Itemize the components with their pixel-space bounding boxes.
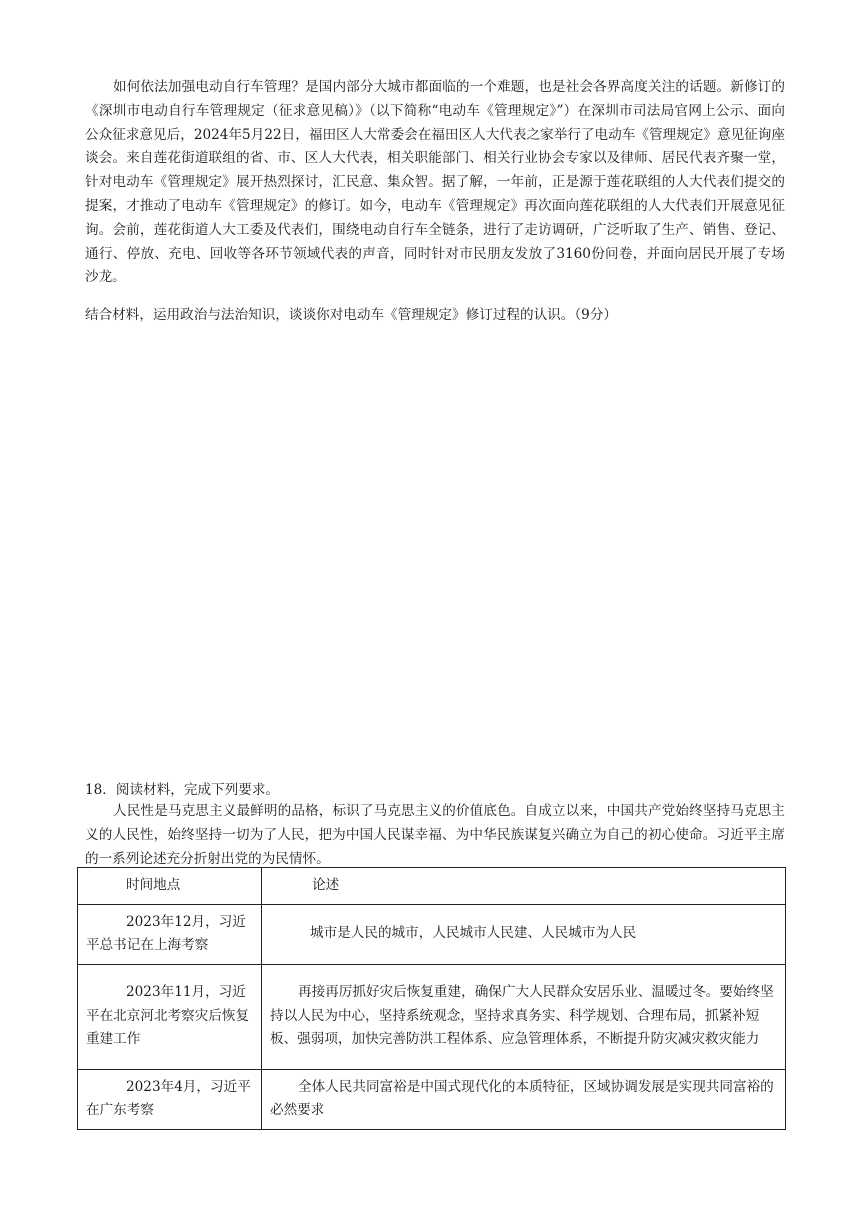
header-time-place: 时间地点: [78, 868, 262, 905]
table-row: [78, 904, 786, 964]
question-18-title: 18．阅读材料，完成下列要求。: [85, 782, 280, 798]
question-17-material: 如何依法加强电动自行车管理？是国内部分大城市都面临的一个难题，也是社会各界高度关注的话题。新修订的《深圳市电动自行车管理规定（征求意见稿）》（以下简称“电动车《管理规定》”）在深圳市司法局官网上公示、面向公众征求意见后，2024年5月22日，福田区人大常委会在福田区人大代表之家举行了电动车《管理规定》意见征询座谈会。来自莲花街道联组的省、市、区人大代表，相关职能部门、相关行业协会专家以及律师、居民代表齐聚一堂，针对电动车《管理规定》展开热烈探讨，汇民意、集众智。据了解，一年前，正是源于莲花联组的人大代表们提交的提案，才推动了电动车《管理规定》的修订。如今，电动车《管理规定》再次面向莲花联组的人大代表们开展意见征询。会前，莲花街道人大工委及代表们，围绕电动自行车全链条，进行了走访调研，广泛听取了生产、销售、登记、通行、停放、充电、回收等各环节领域代表的声音，同时针对市民朋友发放了3160份问卷，并面向居民开展了专场沙龙。: [85, 79, 785, 286]
row-statement: 城市是人民的城市，人民城市人民建、人民城市为人民: [262, 904, 786, 964]
table-row: [78, 964, 786, 1069]
table-header-row: [78, 868, 786, 905]
header-statement: 论述: [262, 868, 786, 905]
row-time-place: 2023年11月，习近平在北京河北考察灾后恢复重建工作: [78, 964, 262, 1069]
question-18-material: 人民性是马克思主义最鲜明的品格，标识了马克思主义的价值底色。自成立以来，中国共产党始终坚持马克思主义的人民性，始终坚持一切为了人民，把为中国人民谋幸福、为中华民族谋复兴确立为自己的初心使命。习近平主席的一系列论述充分折射出党的为民情怀。: [85, 803, 785, 867]
quotes-table: [77, 867, 786, 1130]
row-time-place: 2023年12月，习近平总书记在上海考察: [78, 904, 262, 964]
question-17-prompt: 结合材料，运用政治与法治知识，谈谈你对电动车《管理规定》修订过程的认识。（9分）: [85, 307, 618, 323]
row-statement: 再接再厉抓好灾后恢复重建，确保广大人民群众安居乐业、温暖过冬。要始终坚持以人民为中心，坚持系统观念，坚持求真务实、科学规划、合理布局，抓紧补短板、强弱项，加快完善防洪工程体系、应急管理体系，不断提升防灾减灾救灾能力: [262, 964, 786, 1069]
row-time-place: 2023年4月，习近平在广东考察: [78, 1069, 262, 1129]
table-row: [78, 1069, 786, 1129]
row-statement: 全体人民共同富裕是中国式现代化的本质特征，区域协调发展是实现共同富裕的必然要求: [262, 1069, 786, 1129]
